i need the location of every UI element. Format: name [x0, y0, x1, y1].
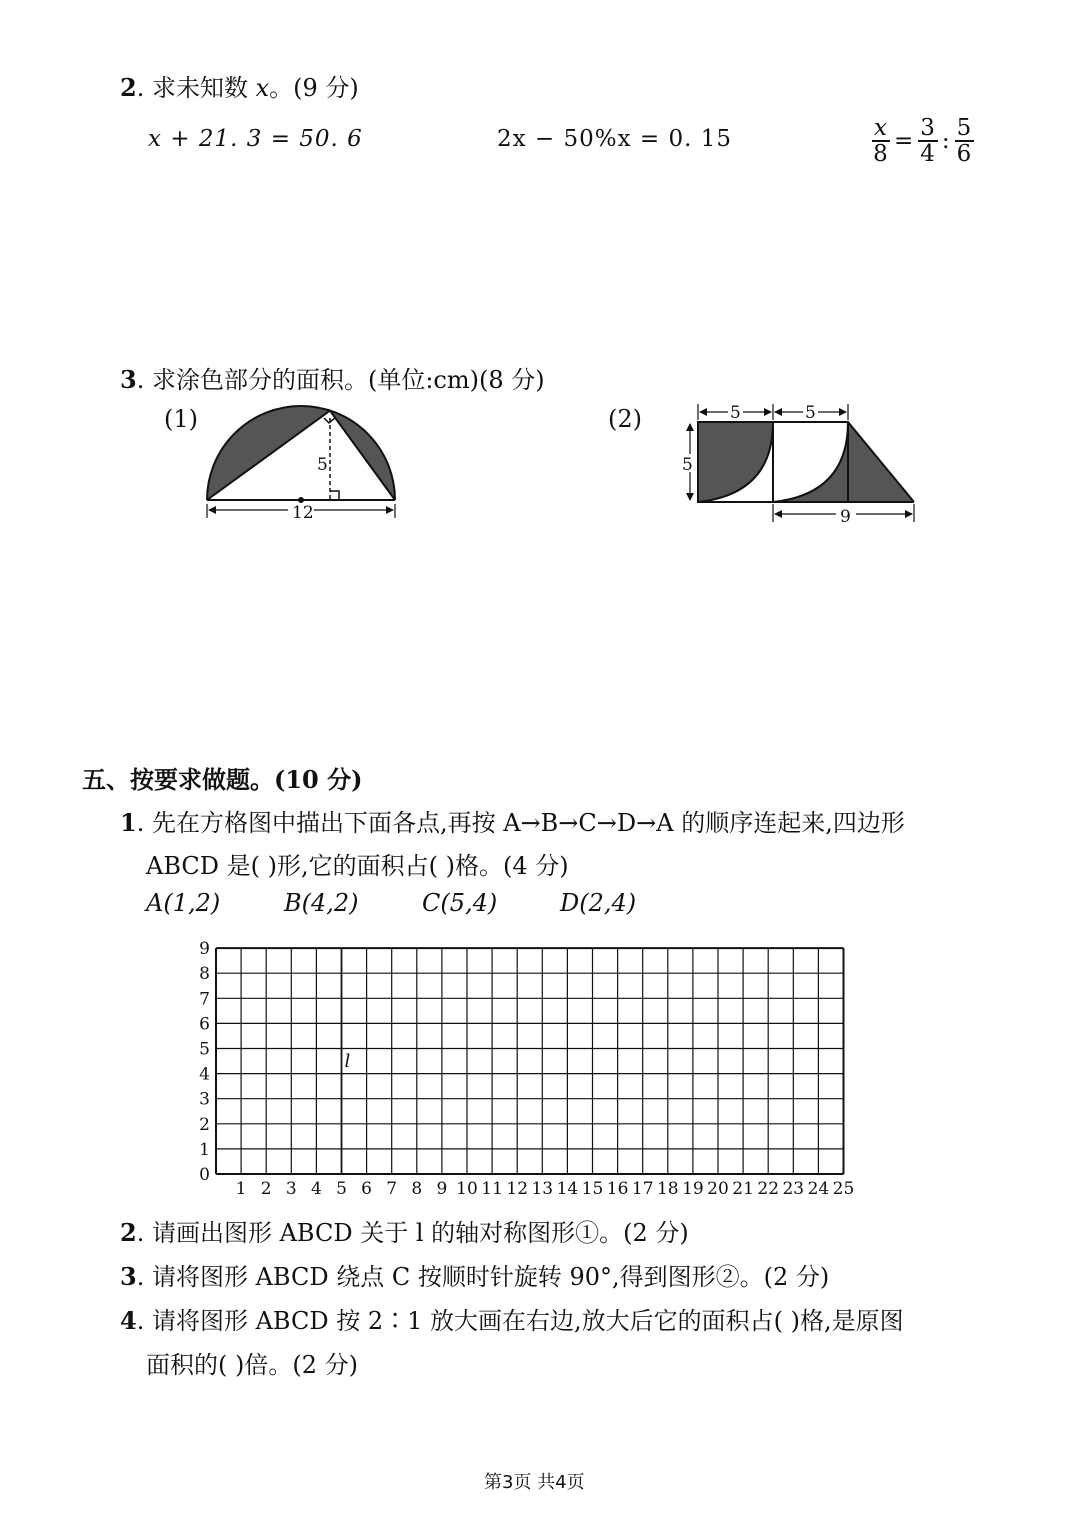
top-dimension-2: 5 — [805, 403, 816, 423]
problem-2 — [120, 1213, 689, 1248]
fraction-3-over-4: $\frac{3}{4}$ — [920, 115, 936, 168]
fraction-x-over-8: $\frac{x}{8}$ — [873, 115, 889, 168]
problem-1-line1 — [120, 803, 905, 838]
point-C: C(5,4) — [422, 889, 498, 917]
problem-number: 4 — [120, 1306, 137, 1335]
question-3-heading — [120, 360, 545, 395]
x-tick-label: 25 — [832, 1179, 855, 1199]
coordinate-grid — [190, 930, 860, 1200]
grid-tick-labels — [199, 939, 854, 1199]
height-label: 5 — [317, 455, 328, 475]
question-text: . 求未知数 — [136, 74, 256, 102]
point-B: B(4,2) — [284, 889, 359, 917]
question-number: 2 — [120, 73, 137, 102]
question-number: 3 — [120, 365, 137, 394]
x-tick-label: 23 — [782, 1179, 805, 1199]
y-tick-label: 0 — [199, 1165, 210, 1185]
section-5-title: 五、按要求做题。(10 分) — [82, 765, 363, 794]
y-tick-label: 7 — [199, 989, 210, 1010]
x-tick-label: 9 — [436, 1179, 448, 1199]
x-tick-label: 16 — [606, 1179, 629, 1199]
y-tick-label: 2 — [199, 1114, 210, 1135]
x-tick-label: 20 — [707, 1179, 729, 1199]
x-tick-label: 7 — [386, 1179, 398, 1199]
y-tick-label: 5 — [199, 1039, 210, 1060]
point-D: D(2,4) — [560, 889, 637, 917]
x-tick-label: 22 — [757, 1179, 780, 1199]
equation-2: 2x − 50%x = 0. 15 — [497, 126, 733, 152]
y-tick-label: 4 — [199, 1064, 210, 1085]
symmetry-line-label: l — [344, 1051, 351, 1073]
variable-x: x — [255, 74, 270, 102]
x-tick-label: 1 — [235, 1179, 247, 1199]
problem-3 — [120, 1257, 829, 1292]
x-tick-label: 15 — [581, 1179, 604, 1199]
question-2-heading — [120, 68, 359, 103]
x-tick-label: 11 — [481, 1179, 503, 1199]
top-dimension-1: 5 — [730, 403, 741, 423]
y-tick-label: 1 — [199, 1139, 210, 1160]
question-text: . 求涂色部分的面积。(单位:cm)(8 分) — [136, 366, 545, 394]
x-tick-label: 8 — [411, 1179, 423, 1199]
shaded-region-triangle — [773, 422, 914, 502]
page-footer: 第3页 共4页 — [484, 1472, 585, 1493]
x-tick-label: 4 — [310, 1179, 322, 1199]
y-tick-label: 9 — [199, 939, 210, 960]
figure-1-label: (1) — [164, 405, 198, 433]
problem-4-line2: 面积的( )倍。(2 分) — [146, 1351, 358, 1379]
problem-4-line1 — [120, 1301, 904, 1336]
question-points: 。(9 分) — [269, 74, 359, 102]
x-tick-label: 3 — [285, 1179, 297, 1199]
x-tick-label: 13 — [531, 1179, 554, 1199]
problem-number: 3 — [120, 1262, 137, 1291]
figure-2-shape — [676, 398, 926, 530]
x-tick-label: 21 — [732, 1179, 754, 1199]
x-tick-label: 19 — [682, 1179, 704, 1199]
problem-text: . 请将图形 ABCD 按 2∶1 放大画在右边,放大后它的面积占( )格,是原图 — [136, 1307, 904, 1335]
grid-lines — [216, 948, 844, 1174]
problem-1-line2: ABCD 是( )形,它的面积占( )格。(4 分) — [146, 852, 569, 880]
x-tick-label: 6 — [361, 1179, 373, 1199]
problem-text: . 请将图形 ABCD 绕点 C 按顺时针旋转 90°,得到图形②。(2 分) — [136, 1263, 830, 1291]
x-tick-label: 24 — [807, 1179, 830, 1199]
x-tick-label: 18 — [656, 1179, 679, 1199]
problem-text: . 先在方格图中描出下面各点,再按 A→B→C→D→A 的顺序连起来,四边形 — [136, 809, 905, 837]
point-A: A(1,2) — [146, 889, 221, 917]
x-tick-label: 5 — [336, 1179, 347, 1199]
problem-number: 1 — [120, 808, 137, 837]
y-tick-label: 6 — [199, 1014, 210, 1035]
x-tick-label: 12 — [506, 1179, 529, 1199]
figure-1-semicircle — [196, 398, 406, 528]
x-tick-label: 10 — [456, 1179, 478, 1199]
equation-3: $\frac{x}{8}$ = $\frac{3}{4}$ : $\frac{5}{6}$ — [873, 115, 973, 168]
fraction-5-over-6: $\frac{5}{6}$ — [956, 115, 973, 168]
problem-number: 2 — [120, 1218, 137, 1247]
problem-text: . 请画出图形 ABCD 关于 l 的轴对称图形①。(2 分) — [136, 1219, 689, 1247]
side-dimension: 5 — [682, 455, 693, 475]
x-tick-label: 17 — [631, 1179, 654, 1199]
right-angle-mark-foot — [330, 491, 339, 500]
base-label: 12 — [292, 503, 314, 523]
y-tick-label: 3 — [199, 1089, 210, 1110]
shaded-region-square — [698, 422, 773, 502]
bottom-dimension: 9 — [840, 507, 851, 527]
y-tick-label: 8 — [199, 964, 210, 985]
figure-2-label: (2) — [608, 405, 642, 433]
equation-1: x + 21. 3 = 50. 6 — [148, 126, 363, 152]
x-tick-label: 2 — [260, 1179, 272, 1199]
x-tick-label: 14 — [556, 1179, 579, 1199]
